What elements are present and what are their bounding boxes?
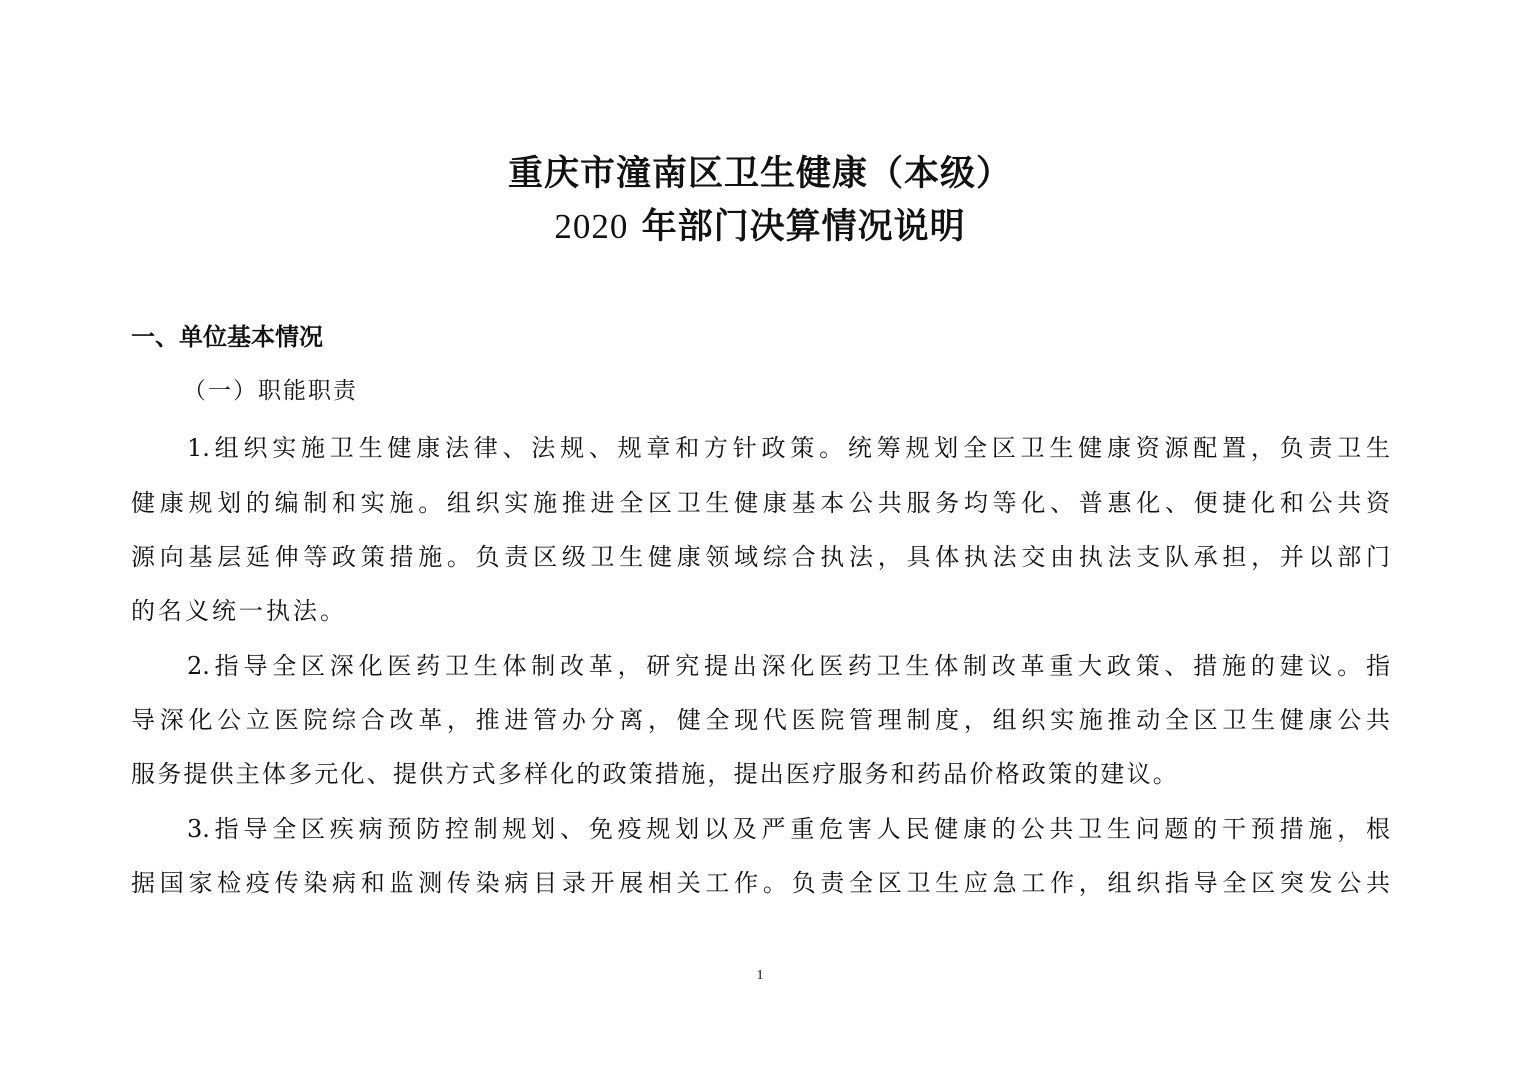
document-title-line-1: 重庆市潼南区卫生健康（本级） <box>507 153 1012 194</box>
subsection-heading: （一）职能职责 <box>183 378 358 404</box>
paragraph-2-line-3: 服务提供主体多元化、提供方式多样化的政策措施，提出医疗服务和药品价格政策的建议。 <box>131 760 1179 788</box>
title-suffix: 年部门决算情况说明 <box>628 206 966 247</box>
title-year: 2020 <box>554 207 629 246</box>
paragraph-1-line-4: 的名义统一执法。 <box>131 597 347 625</box>
paragraph-3-line-2: 据国家检疫传染病和监测传染病目录开展相关工作。负责全区卫生应急工作，组织指导全区突发公共 <box>131 869 1390 897</box>
paragraph-1-line-2: 健康规划的编制和实施。组织实施推进全区卫生健康基本公共服务均等化、普惠化、便捷化和公共资 <box>131 489 1390 517</box>
paragraph-1-line-1: 1.组织实施卫生健康法律、法规、规章和方针政策。统筹规划全区卫生健康资源配置，负责卫生 <box>187 434 1390 462</box>
document-title-line-2 <box>0 206 1520 247</box>
paragraph-2-line-1: 2.指导全区深化医药卫生体制改革，研究提出深化医药卫生体制改革重大政策、措施的建议。指 <box>187 652 1390 680</box>
paragraph-1-line-3: 源向基层延伸等政策措施。负责区级卫生健康领域综合执法，具体执法交由执法支队承担，并以部门 <box>131 543 1390 571</box>
section-heading: 一、单位基本情况 <box>131 323 323 351</box>
paragraph-2-line-2: 导深化公立医院综合改革，推进管办分离，健全现代医院管理制度，组织实施推动全区卫生健康公共 <box>131 706 1390 734</box>
page-number: 1 <box>756 968 764 983</box>
paragraph-3-line-1: 3.指导全区疾病预防控制规划、免疫规划以及严重危害人民健康的公共卫生问题的干预措施，根 <box>187 815 1390 843</box>
